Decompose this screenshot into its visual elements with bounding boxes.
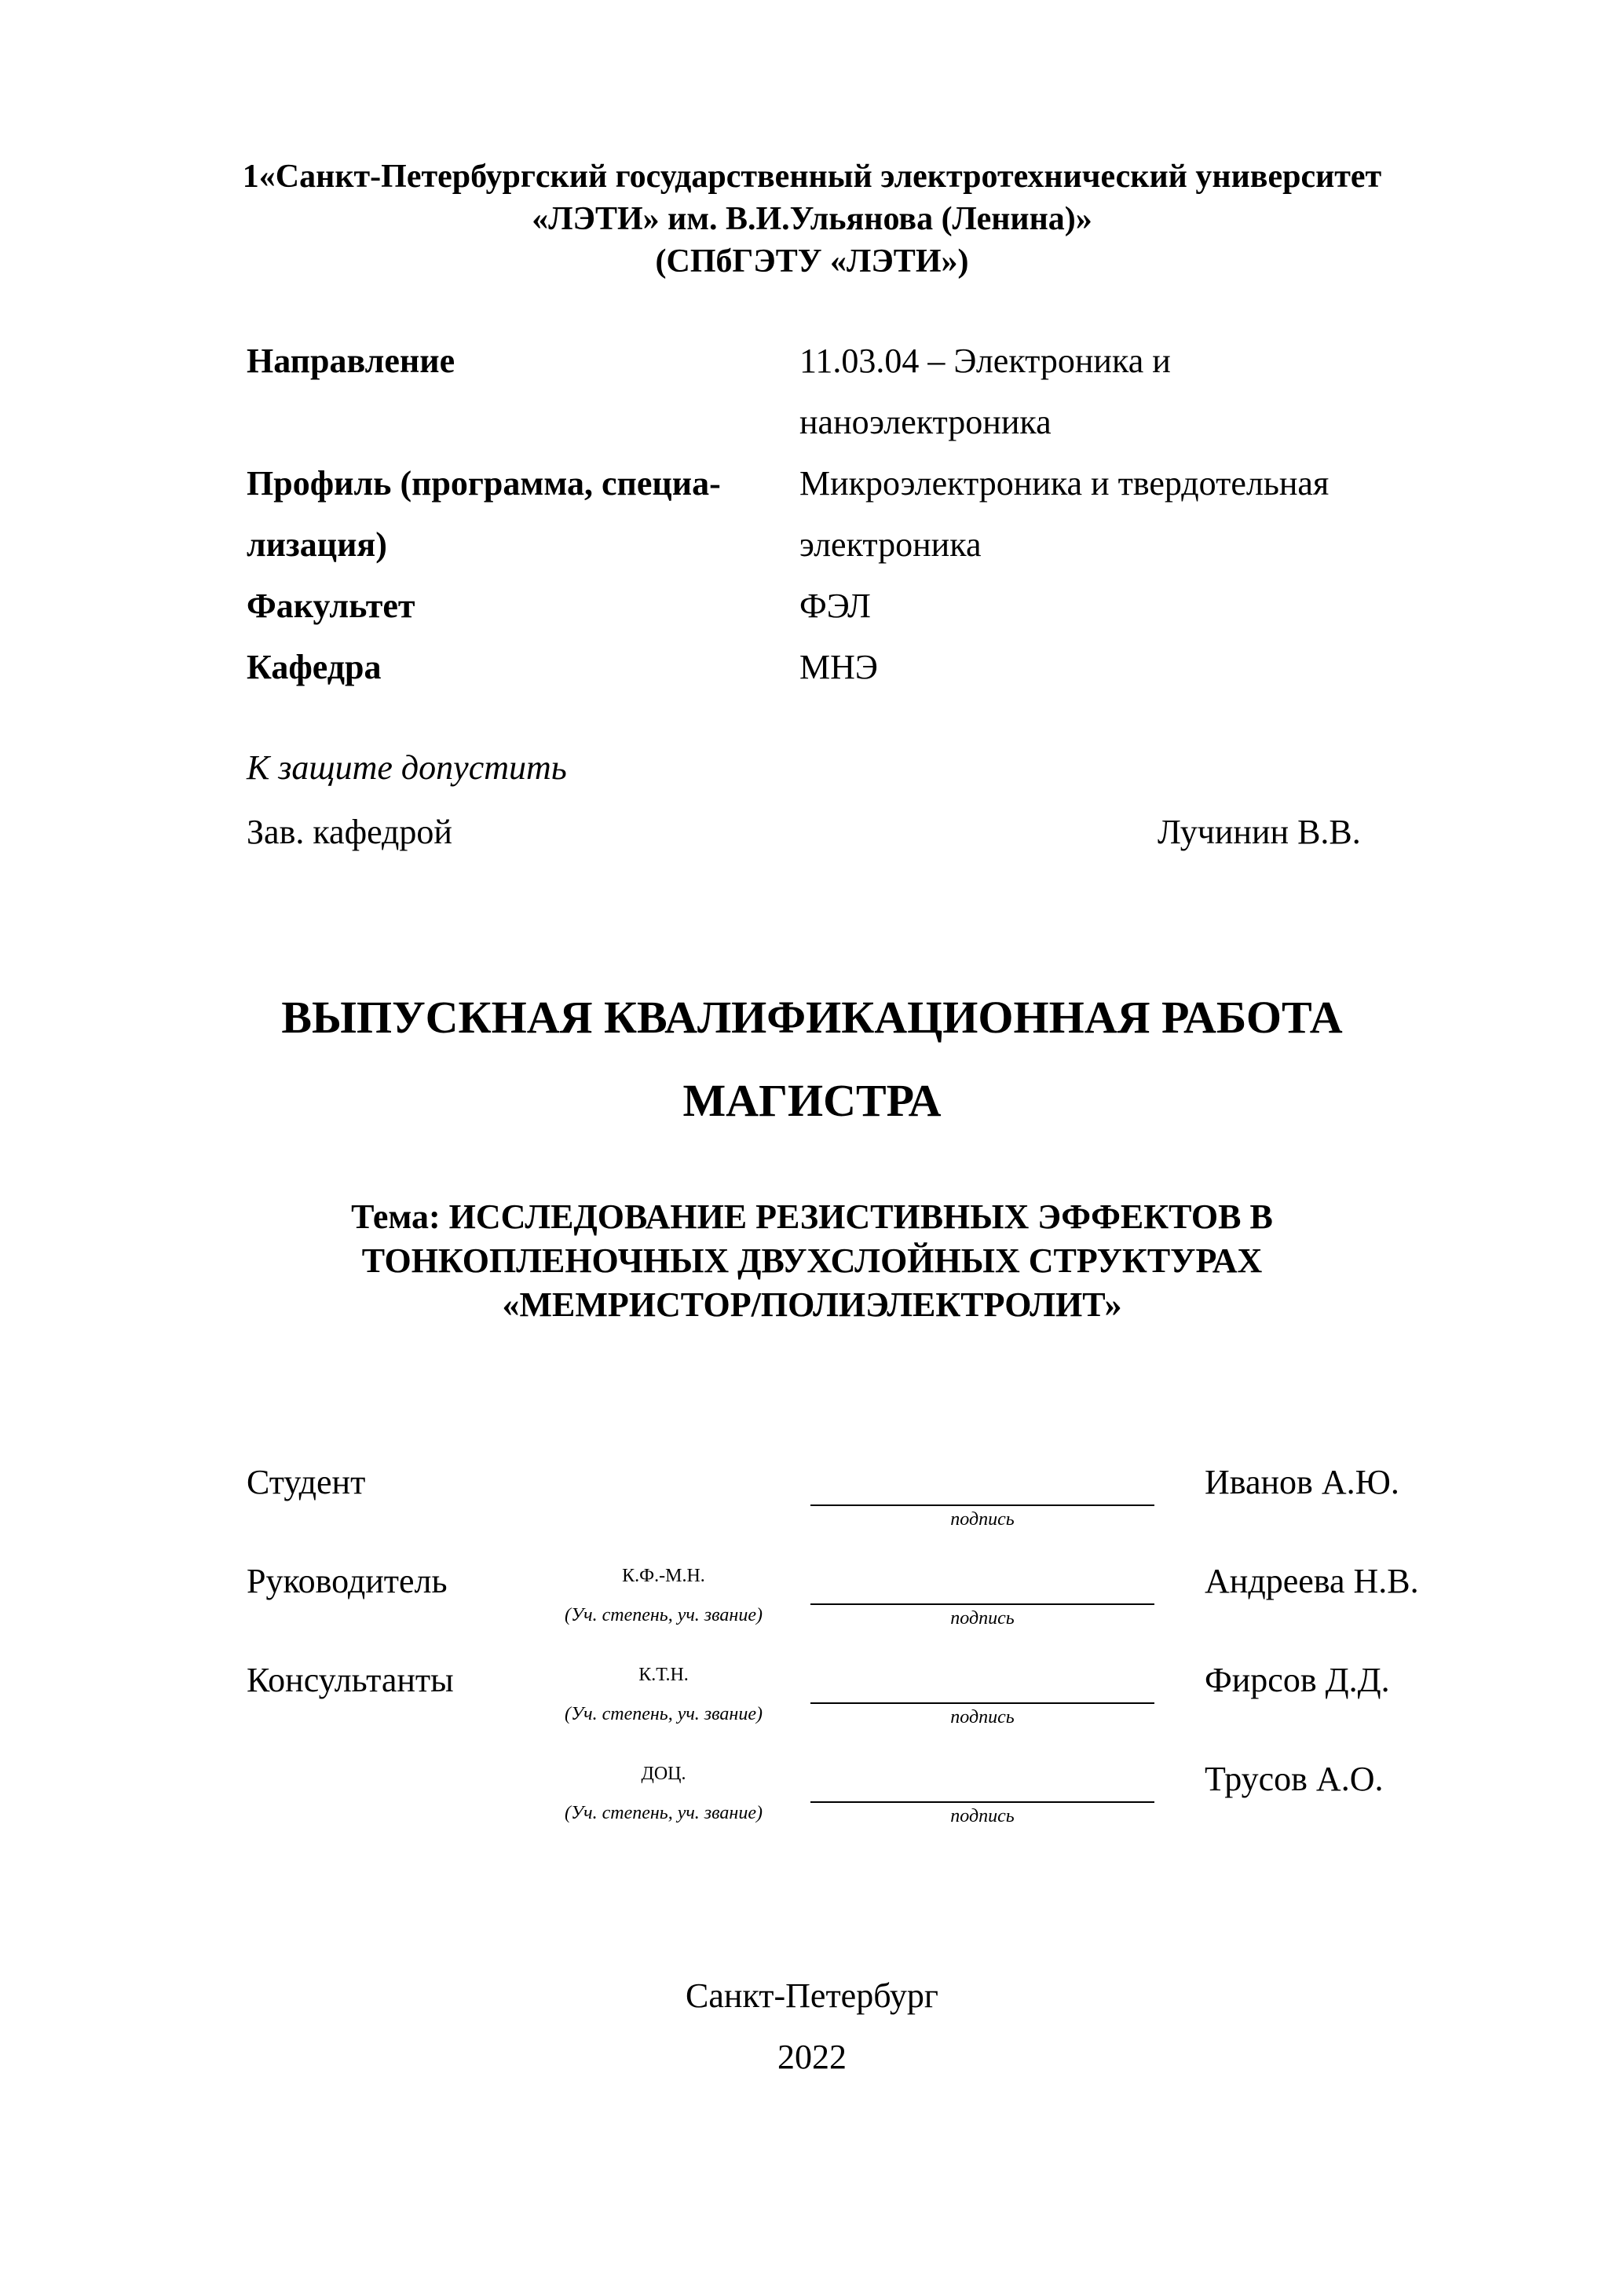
consultant2-name: Трусов А.О. xyxy=(1205,1760,1384,1798)
student-signature-caption: подпись xyxy=(950,1509,1015,1530)
profile-label-line1: Профиль (программа, специа- xyxy=(247,464,721,503)
consultant1-degree: К.Т.Н. xyxy=(638,1665,689,1685)
consultant2-signature-line xyxy=(810,1801,1154,1803)
head-of-department-label: Зав. кафедрой xyxy=(247,813,452,851)
topic-line2: ТОНКОПЛЕНОЧНЫХ ДВУХСЛОЙНЫХ СТРУКТУРАХ xyxy=(361,1241,1263,1280)
admit-to-defense: К защите допустить xyxy=(247,748,567,787)
supervisor-label: Руководитель xyxy=(247,1562,448,1600)
university-name-line2: «ЛЭТИ» им. В.И.Ульянова (Ленина)» xyxy=(532,201,1092,237)
supervisor-degree-caption: (Уч. степень, уч. звание) xyxy=(565,1605,763,1625)
consultant2-degree: ДОЦ. xyxy=(641,1764,686,1784)
department-value: МНЭ xyxy=(799,648,878,686)
topic-line1: Тема: ИССЛЕДОВАНИЕ РЕЗИСТИВНЫХ ЭФФЕКТОВ В xyxy=(351,1197,1273,1236)
city: Санкт-Петербург xyxy=(686,1976,938,2015)
head-of-department-name: Лучинин В.В. xyxy=(1158,813,1361,851)
direction-value-line1: 11.03.04 – Электроника и xyxy=(799,342,1171,380)
consultant2-signature-caption: подпись xyxy=(950,1806,1015,1826)
profile-label-line2: лизация) xyxy=(247,525,387,564)
consultant1-degree-caption: (Уч. степень, уч. звание) xyxy=(565,1704,763,1724)
faculty-value: ФЭЛ xyxy=(799,587,871,625)
supervisor-signature-line xyxy=(810,1603,1154,1605)
supervisor-signature-caption: подпись xyxy=(950,1608,1015,1629)
student-label: Студент xyxy=(247,1463,366,1501)
student-signature-line xyxy=(810,1504,1154,1506)
student-name: Иванов А.Ю. xyxy=(1205,1463,1399,1501)
year: 2022 xyxy=(777,2038,847,2076)
supervisor-name: Андреева Н.В. xyxy=(1205,1562,1419,1600)
consultants-label: Консультанты xyxy=(247,1661,454,1699)
consultant1-name: Фирсов Д.Д. xyxy=(1205,1661,1390,1699)
supervisor-degree: К.Ф.-М.Н. xyxy=(622,1566,705,1586)
document-title-line2: МАГИСТРА xyxy=(682,1075,942,1126)
consultant2-degree-caption: (Уч. степень, уч. звание) xyxy=(565,1803,763,1823)
faculty-label: Факультет xyxy=(247,587,415,625)
university-name-line1: 1«Санкт-Петербургский государственный электротехнический университет xyxy=(242,159,1382,195)
profile-value-line2: электроника xyxy=(799,525,982,564)
department-label: Кафедра xyxy=(247,648,382,686)
document-title-line1: ВЫПУСКНАЯ КВАЛИФИКАЦИОННАЯ РАБОТА xyxy=(281,992,1343,1043)
consultant1-signature-line xyxy=(810,1702,1154,1704)
profile-value-line1: Микроэлектроника и твердотельная xyxy=(799,464,1330,503)
topic-line3: «МЕМРИСТОР/ПОЛИЭЛЕКТРОЛИТ» xyxy=(502,1285,1122,1324)
university-abbr: (СПбГЭТУ «ЛЭТИ») xyxy=(655,243,969,280)
direction-label: Направление xyxy=(247,342,455,380)
direction-value-line2: наноэлектроника xyxy=(799,403,1052,441)
consultant1-signature-caption: подпись xyxy=(950,1707,1015,1727)
